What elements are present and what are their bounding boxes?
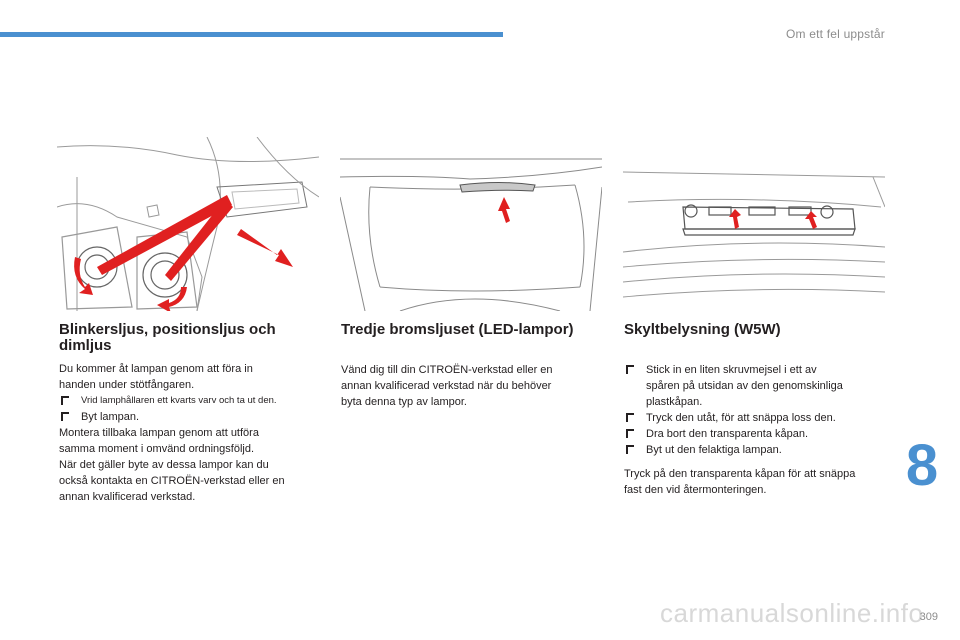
note-text [624,466,886,498]
triangle-bullet-icon [626,445,634,454]
illustration-plate-lighting [623,137,885,311]
triangle-bullet-icon [61,412,69,421]
step-text: Byt ut den felaktiga lampan. [646,444,782,456]
step-item [624,410,886,426]
step-text: Vrid lamphållaren ett kvarts varv och ta ut den. [81,395,277,406]
text-line: byta denna typ av lampor. [341,396,467,408]
triangle-bullet-icon [626,413,634,422]
step-item [59,393,321,409]
step-text: Tryck den utåt, för att snäppa loss den. [646,412,836,424]
triangle-bullet-icon [626,429,634,438]
step-item [59,409,321,425]
intro-line1: Du kommer åt lampan genom att föra in [59,363,253,375]
chapter-number: 8 [905,433,939,498]
illustration-bumper-lamps [57,137,319,311]
section-title: Tredje bromsljuset (LED-lampor) [341,321,574,338]
section-title: Skyltbelysning (W5W) [624,321,781,338]
text-line: Vänd dig till din CITROËN-verkstad eller en [341,364,553,376]
watermark: carmanualsonline.info [660,598,924,628]
outro-text [59,425,321,505]
section-indicator-lights [59,322,321,505]
section-title-line2: dimljus [59,337,112,354]
outro-line: också kontakta en CITROËN-verkstad eller en [59,475,285,487]
steps-list [59,393,321,425]
outro-line: När det gäller byte av dessa lampor kan du [59,459,269,471]
section-plate-lighting [624,322,886,498]
text-line: annan kvalificerad verkstad när du behöver [341,380,552,392]
section-title-line1: Blinkersljus, positionsljus och [59,321,276,338]
intro-line2: handen under stötfångaren. [59,379,195,391]
note-line: fast den vid återmonteringen. [624,484,767,496]
step-text: Byt lampan. [81,411,140,423]
chapter-title: Om ett fel uppstår [786,27,885,41]
section-third-brake-light [341,322,603,410]
outro-line: Montera tillbaka lampan genom att utföra [59,427,259,439]
note-line: Tryck på den transparenta kåpan för att snäppa [624,468,856,480]
step-item [624,442,886,458]
illustration-third-brake-light [340,137,602,311]
page-number: 309 [919,611,938,623]
step-text: plastkåpan. [646,396,703,408]
intro-text [59,361,321,393]
step-text: Dra bort den transparenta kåpan. [646,428,809,440]
step-item [624,426,886,442]
step-text: spåren på utsidan av den genomskinliga [646,380,843,392]
steps-list [624,362,886,458]
triangle-bullet-icon [626,365,634,374]
section-text [341,362,603,410]
triangle-bullet-icon [61,396,69,405]
outro-line: annan kvalificerad verkstad. [59,491,196,503]
step-item [624,362,886,410]
outro-line: samma moment i omvänd ordningsföljd. [59,443,255,455]
header-accent-bar [0,32,503,37]
section-title [59,322,321,354]
step-text: Stick in en liten skruvmejsel i ett av [646,364,817,376]
